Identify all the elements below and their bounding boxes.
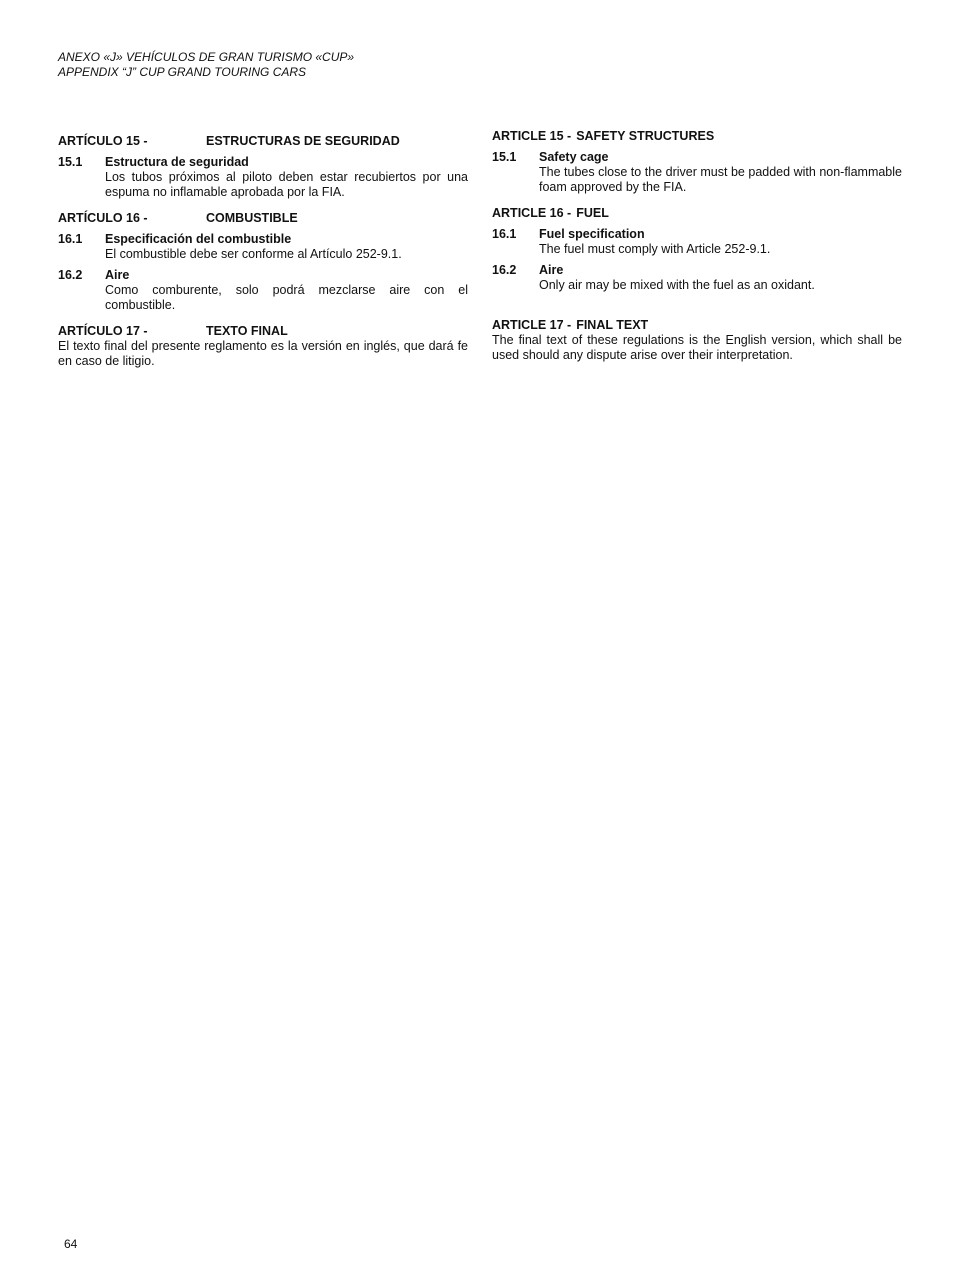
section-text: The fuel must comply with Article 252-9.1. [539,242,771,256]
header-line-es: ANEXO «J» VEHÍCULOS DE GRAN TURISMO «CUP» [58,50,355,64]
section-title: Especificación del combustible [105,232,292,246]
final-text-en: The final text of these regulations is the English version, which shall be used should any dispute arise over their interpretation. [492,333,902,362]
section-16-2-en [492,263,902,293]
section-text: Los tubos próximos al piloto deben estar recubiertos por una espuma no inflamable aprobada por la FIA. [105,170,468,199]
header-line-en: APPENDIX “J” CUP GRAND TOURING CARS [58,65,307,79]
article-number: ARTÍCULO 16 - [58,211,148,225]
article-17-heading-es [58,324,468,339]
section-number: 15.1 [492,150,517,164]
article-15-heading-es [58,134,468,149]
article-number: ARTÍCULO 15 - [58,134,148,148]
article-title: TEXTO FINAL [206,324,288,338]
section-16-1-es [58,232,468,262]
section-title: Safety cage [539,150,609,164]
article-number: ARTICLE 17 - [492,318,572,332]
english-column [492,129,902,363]
article-17-heading-en [492,318,902,333]
section-number: 16.2 [58,268,83,282]
section-title: Aire [105,268,130,282]
section-text: Only air may be mixed with the fuel as an oxidant. [539,278,815,292]
final-text-es: El texto final del presente reglamento es la versión en inglés, que dará fe en caso de litigio. [58,339,468,368]
section-number: 15.1 [58,155,83,169]
article-15-heading-en [492,129,902,144]
section-number: 16.1 [58,232,83,246]
running-header [58,50,354,80]
section-title: Estructura de seguridad [105,155,249,169]
section-15-1-es [58,155,468,200]
section-title: Fuel specification [539,227,645,241]
article-title: COMBUSTIBLE [206,211,298,225]
section-text: The tubes close to the driver must be padded with non-flammable foam approved by the FIA. [539,165,902,194]
section-15-1-en [492,150,902,195]
section-text: Como comburente, solo podrá mezclarse aire con el combustible. [105,283,468,312]
article-title: SAFETY STRUCTURES [576,129,715,143]
article-number: ARTICLE 16 - [492,206,572,220]
article-number: ARTÍCULO 17 - [58,324,148,338]
section-number: 16.1 [492,227,517,241]
section-text: El combustible debe ser conforme al Artículo 252-9.1. [105,247,402,261]
article-title: FUEL [576,206,609,220]
article-title: ESTRUCTURAS DE SEGURIDAD [206,134,400,148]
article-number: ARTICLE 15 - [492,129,572,143]
article-16-heading-en [492,206,902,221]
spanish-column [58,134,468,369]
article-title: FINAL TEXT [576,318,649,332]
section-16-2-es [58,268,468,313]
section-title: Aire [539,263,564,277]
article-16-heading-es [58,211,468,226]
page-number: 64 [64,1237,78,1251]
section-number: 16.2 [492,263,517,277]
section-16-1-en [492,227,902,257]
